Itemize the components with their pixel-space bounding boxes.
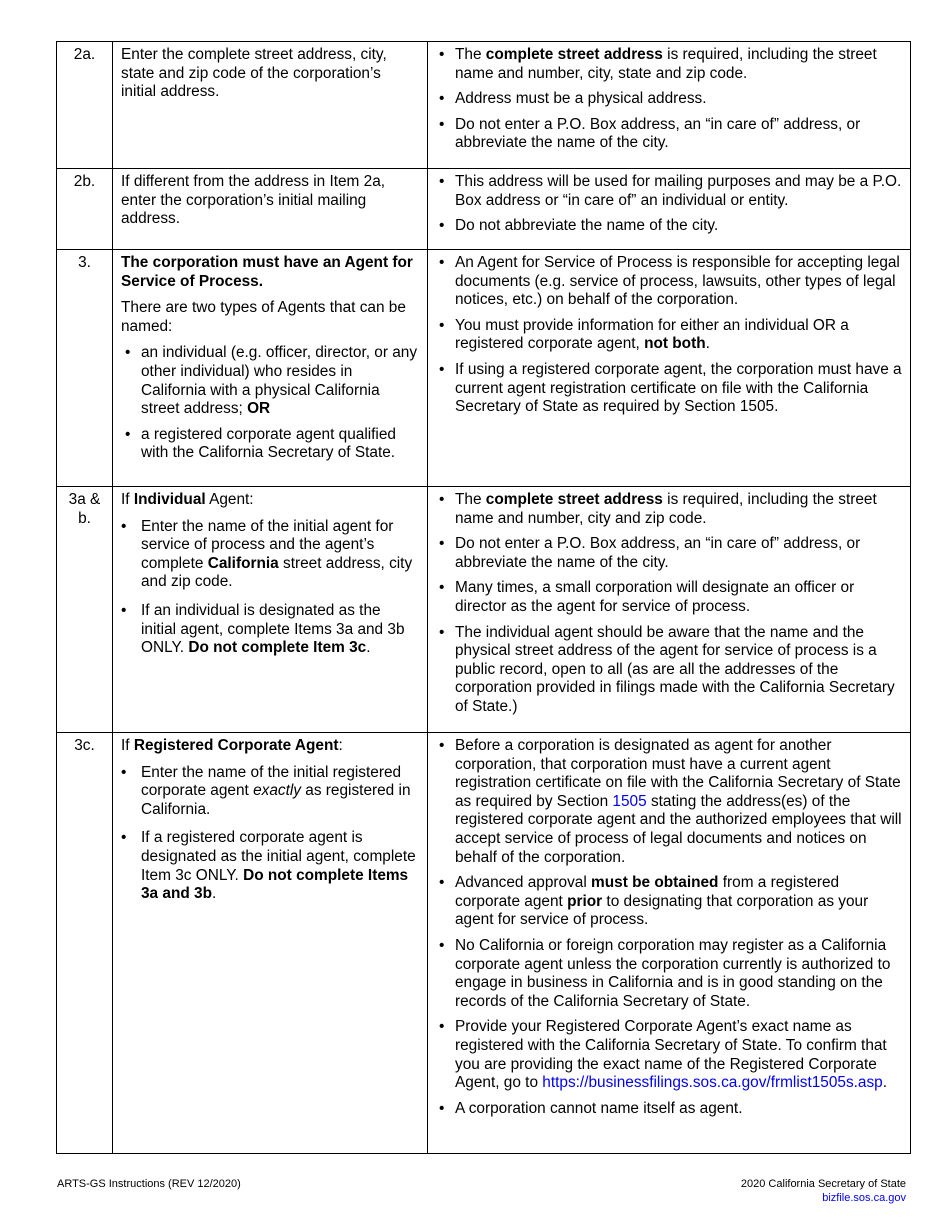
footer-copyright [741, 1177, 906, 1205]
item-number: 3. [57, 250, 113, 487]
table-row [57, 487, 911, 733]
list-item: • Enter the name of the initial registered corporate agent exactly as registered in California. [121, 764, 419, 820]
item-notes [428, 733, 911, 1154]
list-item: • The individual agent should be aware that the name and the physical street address of the agent for service of process is a public record, open to all (as are all the addresses of the corporation provided in filings made with the California Secretary of State.) [436, 624, 902, 717]
list-item: • If an individual is designated as the initial agent, complete Items 3a and 3b ONLY. Do not complete Item 3c. [121, 602, 419, 658]
item-notes [428, 250, 911, 487]
item-number: 2a. [57, 42, 113, 169]
instruction-text: If different from the address in Item 2a, enter the corporation’s initial mailing address. [121, 173, 386, 228]
footer-form-id: ARTS-GS Instructions (REV 12/2020) [57, 1178, 241, 1190]
item-notes [428, 169, 911, 250]
table-row [57, 733, 911, 1154]
table-row [57, 42, 911, 169]
list-item: • No California or foreign corporation may register as a California corporate agent unless the corporation currently is authorized to engage in business in California and is in good standing on the records of the California Secretary of State. [436, 937, 902, 1011]
item-number: 3a & b. [57, 487, 113, 733]
item-instruction [113, 733, 428, 1154]
item-instruction [113, 250, 428, 487]
agent-list-link[interactable]: https://businessfilings.sos.ca.gov/frmlist1505s.asp [542, 1074, 883, 1092]
instruction-text: There are two types of Agents that can be named: [121, 299, 406, 335]
list-item: • Many times, a small corporation will designate an officer or director as the agent for service of process. [436, 579, 902, 616]
list-item: • Provide your Registered Corporate Agent’s exact name as registered with the California Secretary of State. To confirm that you are providing the exact name of the Registered Corporate Agent, go to https://businessfilings.sos.ca.gov/frmlist1505s.asp. [436, 1018, 902, 1092]
list-item: • an individual (e.g. officer, director, or any other individual) who resides in California with a physical California street address; OR [121, 344, 419, 418]
list-item: • If using a registered corporate agent, the corporation must have a current agent registration certificate on file with the California Secretary of State as required by Section 1505. [436, 361, 902, 417]
item-instruction [113, 169, 428, 250]
list-item: • Do not enter a P.O. Box address, an “in care of” address, or abbreviate the name of the city. [436, 535, 902, 572]
list-item: • Before a corporation is designated as agent for another corporation, that corporation must have a current agent registration certificate on file with the California Secretary of State as required by Section 1505 stating the address(es) of the registered corporate agent and the authorized employees that will accept service of process of legal documents and notices on behalf of the corporation. [436, 737, 902, 867]
list-item: • The complete street address is required, including the street name and number, city and zip code. [436, 491, 902, 528]
list-item: • This address will be used for mailing purposes and may be a P.O. Box address or “in care of” an individual or entity. [436, 173, 902, 210]
table-row [57, 169, 911, 250]
instruction-text: Enter the complete street address, city, state and zip code of the corporation’s initial address. [121, 46, 387, 101]
footer-copyright-text: 2020 California Secretary of State [740, 1178, 906, 1190]
instruction-text: If Individual Agent: [121, 491, 254, 508]
instructions-table [56, 41, 911, 1154]
list-item: • A corporation cannot name itself as agent. [436, 1100, 902, 1119]
table-row [57, 250, 911, 487]
list-item: • Do not abbreviate the name of the city. [436, 217, 902, 236]
list-item: • Enter the name of the initial agent for service of process and the agent’s complete California street address, city and zip code. [121, 518, 419, 592]
item-instruction [113, 42, 428, 169]
list-item: • Address must be a physical address. [436, 90, 902, 109]
item-number: 3c. [57, 733, 113, 1154]
instruction-heading: The corporation must have an Agent for Service of Process. [121, 254, 413, 290]
list-item: • Do not enter a P.O. Box address, an “in care of” address, or abbreviate the name of the city. [436, 116, 902, 153]
list-item: • If a registered corporate agent is designated as the initial agent, complete Item 3c ONLY. Do not complete Items 3a and 3b. [121, 829, 419, 903]
list-item: • An Agent for Service of Process is responsible for accepting legal documents (e.g. service of process, lawsuits, other types of legal notices, etc.) on behalf of the corporation. [436, 254, 902, 310]
section-1505-link[interactable]: 1505 [612, 792, 647, 810]
list-item: • Advanced approval must be obtained from a registered corporate agent prior to designating that corporation as your agent for service of process. [436, 874, 902, 930]
list-item: • a registered corporate agent qualified with the California Secretary of State. [121, 426, 419, 463]
footer-website-link[interactable]: bizfile.sos.ca.gov [822, 1192, 906, 1204]
list-item: • The complete street address is required, including the street name and number, city, state and zip code. [436, 46, 902, 83]
instruction-text: If Registered Corporate Agent: [121, 737, 343, 754]
item-instruction [113, 487, 428, 733]
item-notes [428, 42, 911, 169]
item-number: 2b. [57, 169, 113, 250]
list-item: • You must provide information for either an individual OR a registered corporate agent, not both. [436, 317, 902, 354]
item-notes [428, 487, 911, 733]
